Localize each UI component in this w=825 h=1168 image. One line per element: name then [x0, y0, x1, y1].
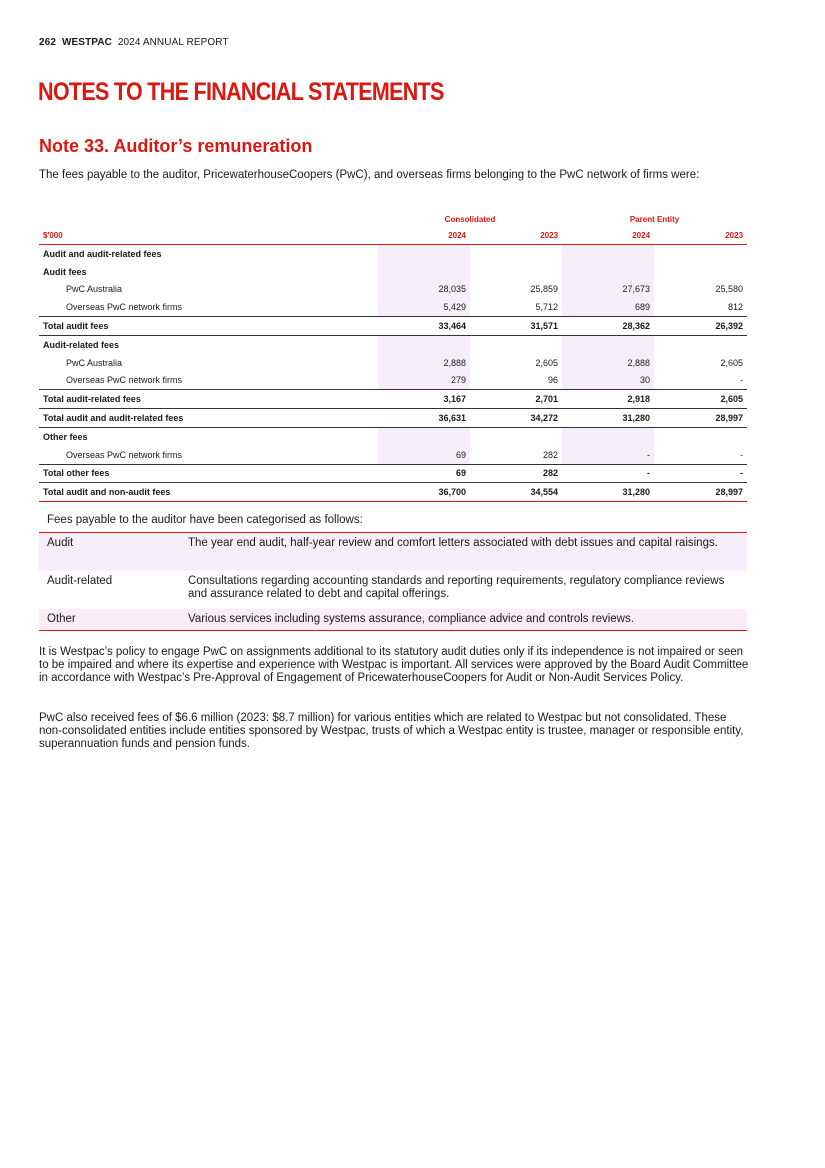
row-label: Other fees [43, 431, 88, 442]
category-name: Audit-related [39, 571, 180, 609]
cell-value [654, 335, 747, 353]
row-label: Total audit and non-audit fees [39, 483, 378, 502]
cell-value: 34,554 [470, 483, 562, 502]
group-header-consolidated: Consolidated [444, 215, 496, 224]
cell-value [378, 427, 470, 445]
category-row [39, 571, 747, 609]
cell-value: 2,701 [470, 390, 562, 409]
unit-label: $'000 [39, 227, 378, 245]
row-label: Overseas PwC network firms [66, 449, 183, 460]
table-row [39, 483, 747, 502]
category-row [39, 609, 747, 631]
brand-name: WESTPAC [62, 37, 112, 48]
year-header: 2024 [378, 227, 470, 245]
cell-value: - [654, 464, 747, 483]
year-header: 2023 [470, 227, 562, 245]
cell-value: 3,167 [378, 390, 470, 409]
row-label: PwC Australia [66, 357, 123, 368]
cell-value: 5,712 [535, 302, 559, 313]
category-row [39, 533, 747, 572]
group-header-parent-entity: Parent Entity [629, 215, 680, 224]
table-row [39, 263, 747, 281]
row-label: Total audit fees [39, 317, 378, 336]
cell-value: 282 [542, 449, 559, 460]
group-header-blank [39, 212, 378, 227]
cell-value: 2,888 [562, 354, 654, 372]
cell-value: 34,272 [470, 409, 562, 428]
cell-value: 28,997 [654, 483, 747, 502]
cell-value [562, 427, 654, 445]
cell-value: 28,362 [562, 317, 654, 336]
fees-table [39, 212, 747, 502]
cell-value: 2,605 [720, 357, 744, 368]
cell-value: 282 [470, 464, 562, 483]
table-row [39, 354, 747, 372]
table-row [39, 317, 747, 336]
cell-value: 2,605 [535, 357, 559, 368]
cell-value: 689 [562, 298, 654, 316]
cell-value: 28,035 [378, 281, 470, 299]
section-title: NOTES TO THE FINANCIAL STATEMENTS [38, 78, 444, 106]
category-description: Consultations regarding accounting standards and reporting requirements, regulatory compliance reviews and assurance related to debt and capital offerings. [180, 571, 747, 609]
cell-value: 5,429 [378, 298, 470, 316]
cell-value [470, 245, 562, 263]
row-label: Total other fees [39, 464, 378, 483]
row-label: Total audit and audit-related fees [39, 409, 378, 428]
cell-value: 27,673 [562, 281, 654, 299]
running-header [39, 37, 229, 48]
cell-value: 25,859 [530, 284, 559, 295]
cell-value: 812 [727, 302, 744, 313]
table-row [39, 245, 747, 263]
cell-value [470, 427, 562, 445]
category-name: Audit [39, 533, 180, 572]
table-row [39, 409, 747, 428]
table-row [39, 390, 747, 409]
cell-value [470, 263, 562, 281]
cell-value [470, 335, 562, 353]
category-name: Other [39, 609, 180, 631]
cell-value [378, 335, 470, 353]
cell-value: - [740, 375, 744, 386]
cell-value: 2,605 [654, 390, 747, 409]
category-description: The year end audit, half-year review and comfort letters associated with debt issues and capital raisings. [180, 533, 747, 572]
cell-value: 31,280 [562, 409, 654, 428]
row-label: Total audit-related fees [39, 390, 378, 409]
cell-value: 36,631 [378, 409, 470, 428]
table-row [39, 372, 747, 390]
page-number: 262 [39, 37, 56, 48]
cell-value: 31,280 [562, 483, 654, 502]
year-header: 2024 [562, 227, 654, 245]
cell-value [378, 245, 470, 263]
fees-table-body [39, 245, 747, 502]
table-row [39, 427, 747, 445]
category-description: Various services including systems assurance, compliance advice and controls reviews. [180, 609, 747, 631]
cell-value: 96 [548, 375, 559, 386]
cell-value: 2,888 [378, 354, 470, 372]
cell-value: - [740, 449, 744, 460]
row-label: Audit fees [43, 266, 87, 277]
cell-value [654, 263, 747, 281]
cell-value [562, 335, 654, 353]
policy-paragraph: It is Westpac’s policy to engage PwC on assignments additional to its statutory audit duties only if its independence is not impaired or seen to be impaired and where its expertise and experience with Westpac is important. All services were approved by the Board Audit Committee in accordance with Westpac’s Pre-Approval of Engagement of PricewaterhouseCoopers for Audit or Non-Audit Services Policy. [39, 646, 749, 684]
row-label: Audit-related fees [43, 339, 120, 350]
group-header-row [39, 212, 747, 227]
cell-value [654, 245, 747, 263]
categories-table [39, 532, 747, 631]
cell-value: 30 [562, 372, 654, 390]
cell-value: 33,464 [378, 317, 470, 336]
row-label: Overseas PwC network firms [66, 375, 183, 386]
year-header: 2023 [654, 227, 747, 245]
cell-value: - [562, 446, 654, 464]
cell-value [654, 427, 747, 445]
cell-value: 28,997 [654, 409, 747, 428]
cell-value [378, 263, 470, 281]
note-title: Note 33. Auditor’s remuneration [39, 136, 313, 156]
table-row [39, 281, 747, 299]
year-header-row [39, 227, 747, 245]
cell-value: 26,392 [654, 317, 747, 336]
cell-value: 69 [378, 446, 470, 464]
cell-value: - [562, 464, 654, 483]
cell-value: 31,571 [470, 317, 562, 336]
cell-value: 25,580 [715, 284, 744, 295]
cell-value: 69 [378, 464, 470, 483]
row-label: Overseas PwC network firms [66, 302, 183, 313]
cell-value: 2,918 [562, 390, 654, 409]
non-consolidated-paragraph: PwC also received fees of $6.6 million (2023: $8.7 million) for various entities which are related to Westpac but not consolidated. These non-consolidated entities include entities sponsored by Westpac, trusts of which a Westpac entity is trustee, manager or responsible entity, superannuation funds and pension funds. [39, 712, 744, 750]
cell-value [562, 263, 654, 281]
row-label: Audit and audit-related fees [43, 248, 162, 259]
row-label: PwC Australia [66, 284, 123, 295]
report-name: 2024 ANNUAL REPORT [117, 37, 229, 48]
table-row [39, 464, 747, 483]
cell-value: 36,700 [378, 483, 470, 502]
intro-text: The fees payable to the auditor, PricewaterhouseCoopers (PwC), and overseas firms belonging to the PwC network of firms were: [39, 169, 700, 181]
cell-value [562, 245, 654, 263]
categories-intro: Fees payable to the auditor have been categorised as follows: [47, 514, 363, 526]
cell-value: 279 [378, 372, 470, 390]
table-row [39, 335, 747, 353]
table-row [39, 298, 747, 316]
table-row [39, 446, 747, 464]
